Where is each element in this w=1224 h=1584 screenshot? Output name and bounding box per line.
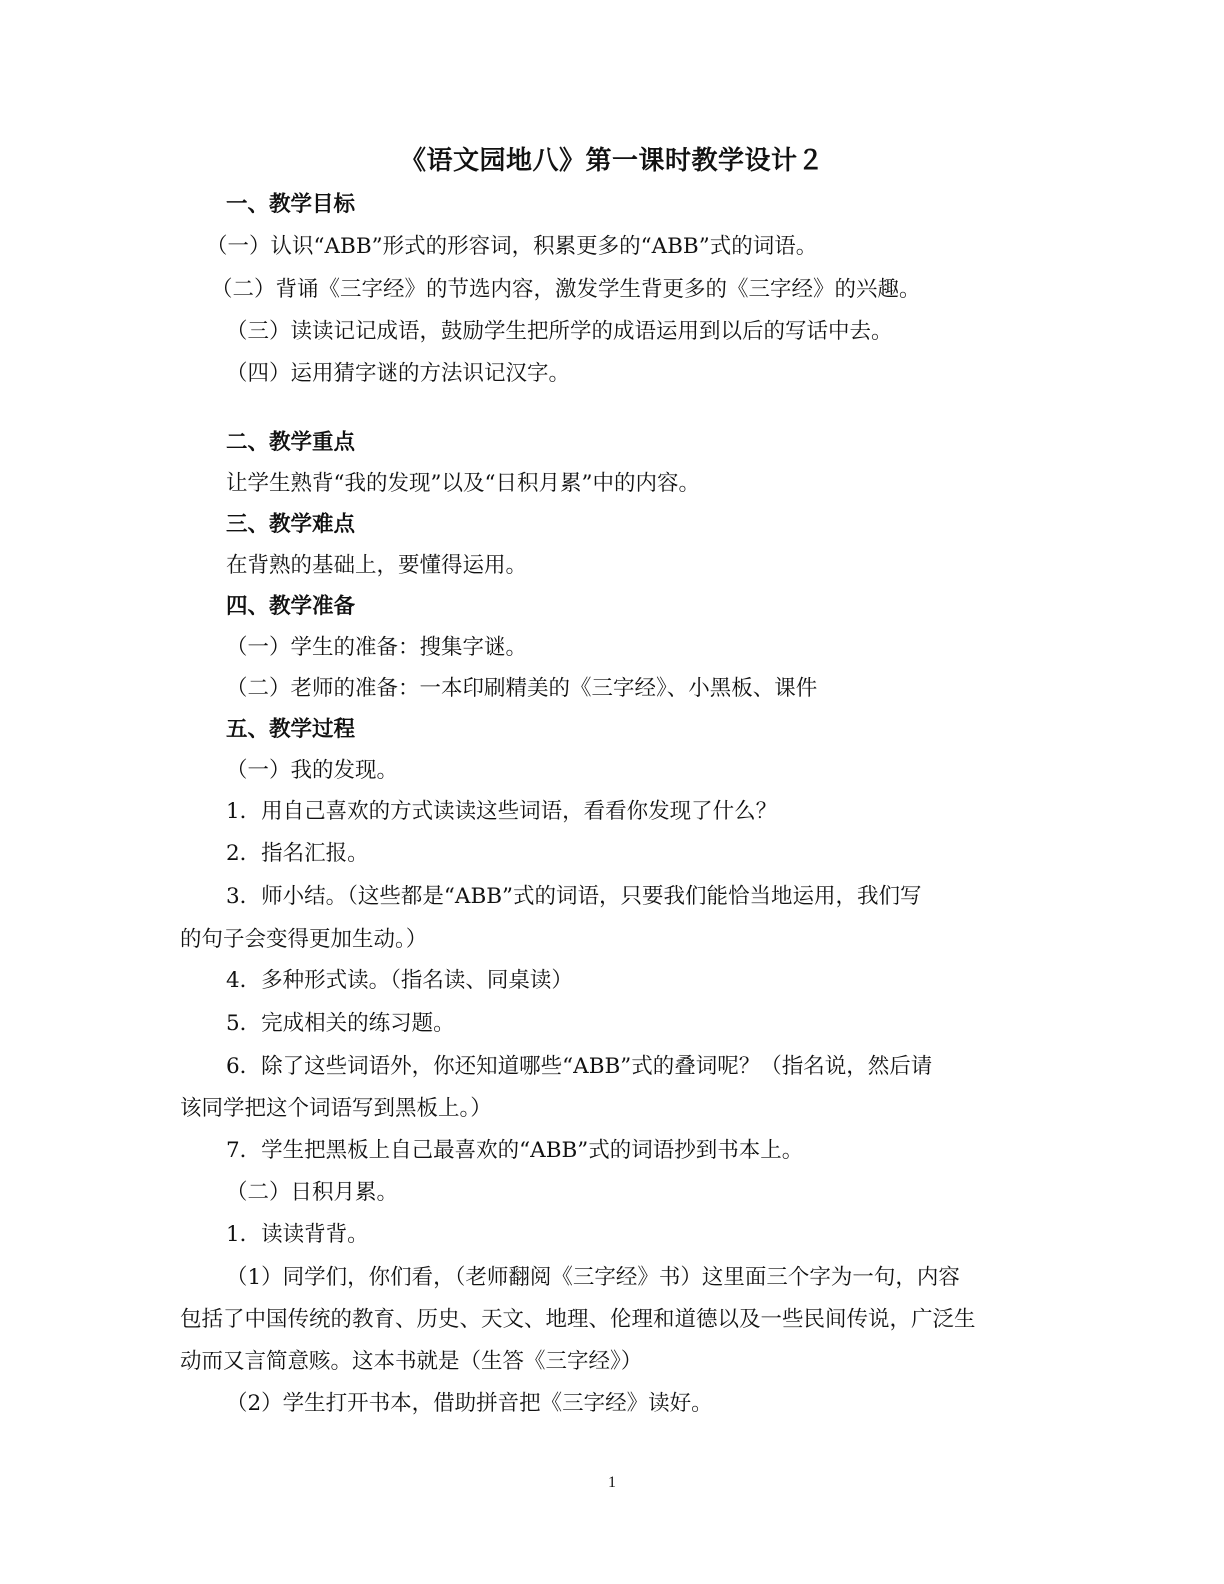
process-line: 4．多种形式读。（指名读、同桌读） <box>226 968 573 993</box>
document-title: 《语文园地八》第一课时教学设计２ <box>399 146 824 176</box>
objective-item: （一）认识“ABB”形式的形容词，积累更多的“ABB”式的词语。 <box>206 234 818 259</box>
process-line: 动而又言简意赅。这本书就是（生答《三字经》） <box>180 1349 643 1374</box>
objectives-heading: 一、教学目标 <box>226 192 356 217</box>
key-points-heading: 二、教学重点 <box>226 430 356 455</box>
process-line: 1．用自己喜欢的方式读读这些词语，看看你发现了什么？ <box>226 799 778 824</box>
preparation-heading: 四、教学准备 <box>226 594 356 619</box>
process-line: 2．指名汇报。 <box>226 841 369 866</box>
process-line: 的句子会变得更加生动。） <box>180 927 428 952</box>
key-points-text: 让学生熟背“我的发现”以及“日积月累”中的内容。 <box>226 471 700 496</box>
process-heading: 五、教学过程 <box>226 717 356 742</box>
process-line: 包括了中国传统的教育、历史、天文、地理、伦理和道德以及一些民间传说，广泛生 <box>180 1307 976 1332</box>
process-line: 6．除了这些词语外，你还知道哪些“ABB”式的叠词呢？（指名说，然后请 <box>226 1054 933 1079</box>
process-line: 5．完成相关的练习题。 <box>226 1011 455 1036</box>
preparation-item: （二）老师的准备：一本印刷精美的《三字经》、小黑板、课件 <box>226 676 818 701</box>
page-number: 1 <box>608 1474 616 1491</box>
difficulties-heading: 三、教学难点 <box>226 512 356 537</box>
process-line: 7．学生把黑板上自己最喜欢的“ABB”式的词语抄到书本上。 <box>226 1138 804 1163</box>
process-line: （一）我的发现。 <box>226 758 399 783</box>
process-line: 该同学把这个词语写到黑板上。） <box>180 1096 492 1121</box>
objective-item: （四）运用猜字谜的方法识记汉字。 <box>226 361 571 386</box>
process-line: （二）日积月累。 <box>226 1180 399 1205</box>
process-line: （2）学生打开书本，借助拼音把《三字经》读好。 <box>226 1391 713 1416</box>
difficulties-text: 在背熟的基础上，要懂得运用。 <box>226 553 528 578</box>
process-line: 3．师小结。（这些都是“ABB”式的词语，只要我们能恰当地运用，我们写 <box>226 884 922 909</box>
process-line: （1）同学们，你们看，（老师翻阅《三字经》书）这里面三个字为一句，内容 <box>226 1265 960 1290</box>
objective-item: （三）读读记记成语，鼓励学生把所学的成语运用到以后的写话中去。 <box>226 319 893 344</box>
preparation-item: （一）学生的准备：搜集字谜。 <box>226 635 528 660</box>
objective-item: （二）背诵《三字经》的节选内容，激发学生背更多的《三字经》的兴趣。 <box>211 277 921 302</box>
process-line: 1．读读背背。 <box>226 1222 369 1247</box>
